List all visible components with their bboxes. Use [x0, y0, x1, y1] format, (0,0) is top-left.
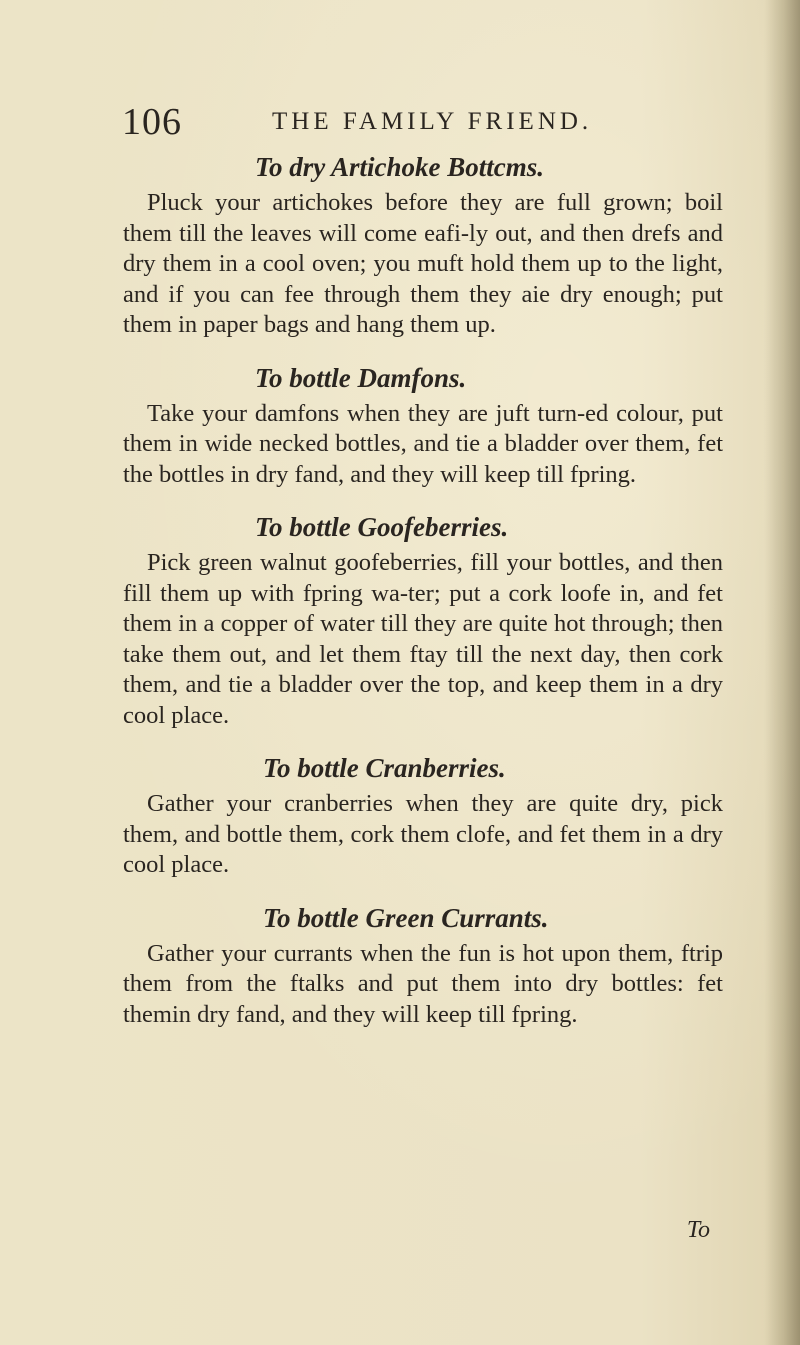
- recipe-title: To bottle Goofeberries.: [255, 512, 509, 542]
- recipe-body: Pluck your artichokes before they are full grown; boil them till the leaves will come eafi-ly out, and then drefs and dry them in a cool oven; you muft hold them up to the light, and if you can fee through them they aie dry enough; put them in paper bags and hang them up.: [123, 189, 723, 338]
- recipe-body: Gather your cranberries when they are quite dry, pick them, and bottle them, cork them clofe, and fet them in a dry cool place.: [123, 790, 723, 878]
- recipe-title: To dry Artichoke Bottcms.: [255, 152, 545, 182]
- recipe-title: To bottle Damfons.: [255, 362, 467, 393]
- recipe-damsons: [123, 361, 723, 491]
- catchword: To: [686, 1217, 710, 1243]
- page-content: [123, 150, 723, 1030]
- recipe-body: Gather your currants when the fun is hot upon them, ftrip them from the ftalks and put them into dry bottles: fet themin dry fand, and they will keep till fpring.: [123, 939, 723, 1028]
- recipe-title: To bottle Cranberries.: [263, 753, 506, 783]
- recipe-title: To bottle Green Currants.: [263, 902, 549, 933]
- recipe-green-currants: [123, 901, 723, 1031]
- recipe-body: Pick green walnut goofeberries, fill your bottles, and then fill them up with fpring wa-ter; put a cork loofe in, and fet them in a copper of water till they are quite hot through; then take them out, and let them ftay till the next day, then cork them, and tie a bladder over the top, and keep them in a dry cool place.: [123, 549, 723, 729]
- recipe-gooseberries: [123, 510, 723, 731]
- recipe-artichoke: [123, 150, 723, 341]
- recipe-cranberries: [123, 751, 723, 881]
- recipe-body: Take your damfons when they are juft turn-ed colour, put them in wide necked bottles, and tie a bladder over them, fet the bottles in dry fand, and they will keep till fpring.: [123, 399, 723, 488]
- page-edge-shadow: [764, 0, 800, 1345]
- running-head: [122, 100, 682, 144]
- page-number: 106: [122, 101, 182, 143]
- running-head-title: THE FAMILY FRIEND.: [272, 108, 593, 135]
